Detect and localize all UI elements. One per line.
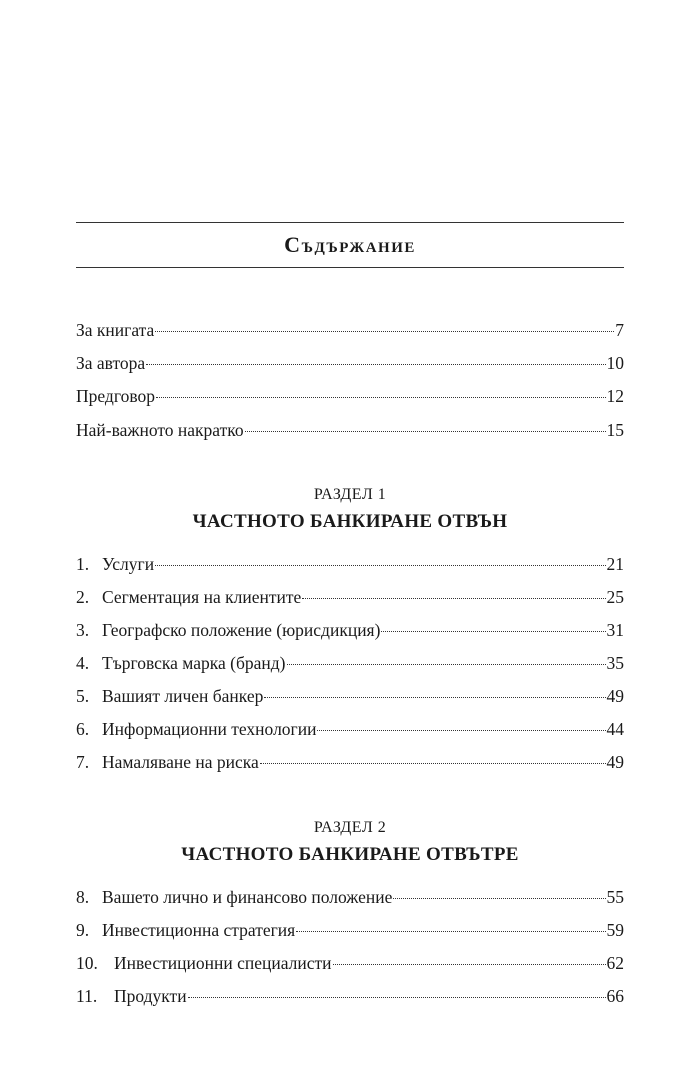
toc-entry-number: 8. — [76, 887, 90, 907]
dot-leader — [146, 364, 605, 365]
toc-entry-it[interactable] — [76, 717, 624, 741]
dot-leader — [260, 763, 606, 764]
dot-leader — [155, 565, 605, 566]
bottom-rule — [76, 267, 624, 268]
dot-leader — [287, 664, 606, 665]
toc-entry-label: За книгата — [76, 320, 155, 340]
toc-entry-personal-banker[interactable] — [76, 684, 624, 708]
toc-entry-about-book[interactable] — [76, 318, 624, 342]
toc-entry-page: 49 — [606, 752, 624, 772]
toc-entry-page: 12 — [606, 386, 624, 406]
dot-leader — [245, 431, 606, 432]
toc-entry-page: 49 — [606, 686, 624, 706]
dot-leader — [302, 598, 605, 599]
toc-entry-number: 9. — [76, 920, 90, 940]
toc-entry-products[interactable] — [76, 984, 624, 1008]
toc-entry-investment-strategy[interactable] — [76, 918, 624, 942]
toc-entry-services[interactable] — [76, 552, 624, 576]
toc-entry-label: Най-важното накратко — [76, 420, 244, 440]
toc-entry-label: Инвестиционна стратегия — [102, 920, 296, 940]
top-rule — [76, 222, 624, 223]
toc-entry-summary[interactable] — [76, 418, 624, 442]
toc-entry-jurisdiction[interactable] — [76, 618, 624, 642]
dot-leader — [156, 397, 606, 398]
toc-entry-number: 3. — [76, 620, 90, 640]
toc-entry-risk-reduction[interactable] — [76, 750, 624, 774]
dot-leader — [188, 997, 606, 998]
toc-entry-page: 62 — [606, 953, 624, 973]
toc-entry-label: Географско положение (юрисдикция) — [102, 620, 381, 640]
toc-entry-page: 55 — [606, 887, 624, 907]
toc-entry-page: 10 — [606, 353, 624, 373]
toc-entry-page: 25 — [606, 587, 624, 607]
dot-leader — [317, 730, 605, 731]
toc-entry-label: Услуги — [102, 554, 155, 574]
toc-title: Съдържание — [284, 232, 416, 257]
toc-entry-page: 44 — [606, 719, 624, 739]
toc-entry-page: 15 — [606, 420, 624, 440]
toc-entry-about-author[interactable] — [76, 351, 624, 375]
toc-entry-page: 59 — [606, 920, 624, 940]
toc-page — [76, 0, 624, 1075]
toc-entry-label: Търговска марка (бранд) — [102, 653, 286, 673]
toc-entry-label: Информационни технологии — [102, 719, 317, 739]
toc-entry-number: 4. — [76, 653, 90, 673]
toc-entry-segmentation[interactable] — [76, 585, 624, 609]
toc-entry-number: 5. — [76, 686, 90, 706]
toc-entry-financial-position[interactable] — [76, 885, 624, 909]
toc-entry-number: 7. — [76, 752, 90, 772]
dot-leader — [333, 964, 606, 965]
toc-entry-page: 66 — [606, 986, 624, 1006]
toc-entry-preface[interactable] — [76, 384, 624, 408]
dot-leader — [296, 931, 605, 932]
toc-entry-number: 1. — [76, 554, 90, 574]
dot-leader — [393, 898, 605, 899]
toc-entry-label: Вашият личен банкер — [102, 686, 264, 706]
toc-entry-page: 35 — [606, 653, 624, 673]
dot-leader — [155, 331, 614, 332]
section-1-label: РАЗДЕЛ 1 — [313, 486, 387, 503]
toc-entry-investment-specialists[interactable] — [76, 951, 624, 975]
toc-entry-label: Продукти — [114, 986, 187, 1006]
toc-entry-page: 21 — [606, 554, 624, 574]
toc-entry-number: 10. — [76, 953, 98, 973]
toc-entry-label: Сегментация на клиентите — [102, 587, 302, 607]
section-2-title: ЧАСТНОТО БАНКИРАНЕ ОТВЪТРЕ — [181, 844, 519, 865]
toc-entry-number: 11. — [76, 986, 98, 1006]
dot-leader — [381, 631, 605, 632]
toc-entry-label: Намаляване на риска — [102, 752, 259, 772]
toc-entry-number: 6. — [76, 719, 90, 739]
toc-entry-label: За автора — [76, 353, 146, 373]
dot-leader — [264, 697, 605, 698]
toc-entry-brand[interactable] — [76, 651, 624, 675]
toc-entry-number: 2. — [76, 587, 90, 607]
toc-entry-page: 31 — [606, 620, 624, 640]
toc-entry-label: Вашето лично и финансово положение — [102, 887, 393, 907]
toc-entry-label: Инвестиционни специалисти — [114, 953, 332, 973]
section-2-label: РАЗДЕЛ 2 — [313, 819, 387, 836]
section-1-title: ЧАСТНОТО БАНКИРАНЕ ОТВЪН — [192, 511, 508, 532]
toc-entry-page: 7 — [615, 320, 624, 340]
toc-entry-label: Предговор — [76, 386, 155, 406]
